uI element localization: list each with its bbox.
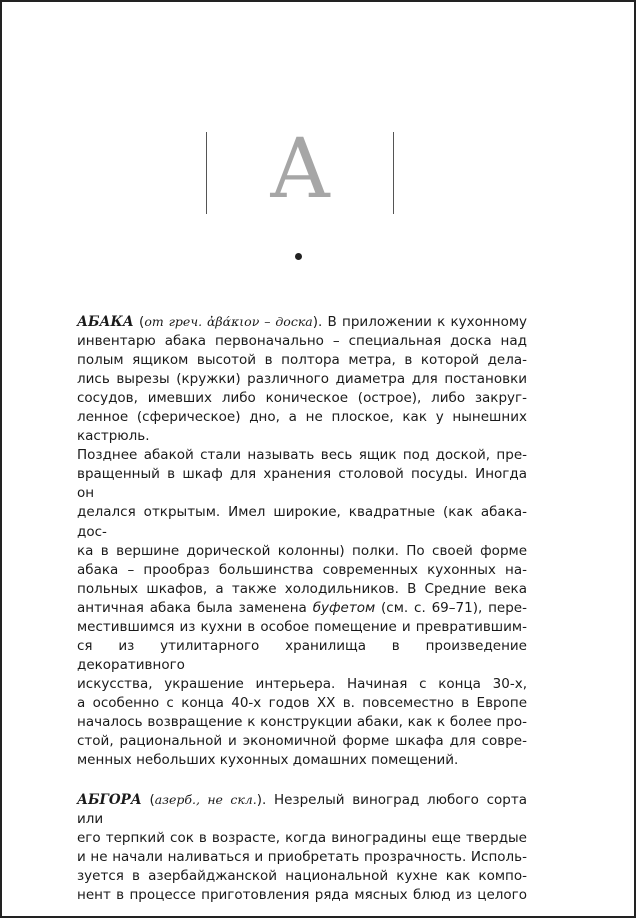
text-line: абака – прообраз большинства современных кухонных на- <box>77 561 527 578</box>
text-line: а особенно с конца 40-х годов XX в. повсеместно в Европе <box>77 694 527 711</box>
text-line: стой, рациональной и экономичной форме шкафа для совре- <box>77 733 527 750</box>
text-line: делался открытым. Имел широкие, квадратные (как абака-дос- <box>77 504 527 540</box>
text-line: ленное (сферическое) дно, а не плоское, как у нынешних <box>77 409 527 426</box>
text-line: зуется в азербайджанской национальной кухне как компо- <box>77 868 527 885</box>
text-span: (см. с. 69–71), пере- <box>375 599 527 616</box>
text-line: полым ящиком высотой в полтора метра, в которой дела- <box>77 352 527 369</box>
entry-etymology: от греч. ἀβάκιον – доска <box>144 314 313 329</box>
text-line: и не начали наливаться и приобретать прозрачность. Исполь- <box>77 849 527 866</box>
text-line: кастрюль. <box>77 428 150 445</box>
text-line: инвентарю абака первоначально – специальная доска над <box>77 333 527 350</box>
entry-spacer <box>77 770 527 790</box>
text-line: искусства, украшение интерьера. Начиная с конца 30-х, <box>77 675 527 692</box>
entry-term: АБАКА <box>77 314 134 330</box>
entry-etymology: азерб., не скл. <box>154 792 257 808</box>
right-divider-line <box>393 132 394 214</box>
entry-text: . Незрелый виноград любого сорта или <box>77 792 527 828</box>
cross-reference-buffet[interactable]: буфетом <box>312 599 376 616</box>
text-line: нент в процессе приготовления ряда мясных блюд из целого <box>77 887 527 904</box>
text-span: античная абака была заменена <box>77 599 313 616</box>
entry-term: АБГОРА <box>77 792 142 809</box>
dictionary-text <box>77 312 527 905</box>
text-line: польных шкафов, а также холодильников. В Средние века <box>77 580 527 597</box>
text-line: лись вырезы (кружки) различного диаметра для постановки <box>77 371 527 388</box>
text-line: сосудов, имевших либо коническое (острое), либо закруг- <box>77 390 527 407</box>
text-line: его терпкий сок в возрасте, когда виноградины еще твердые <box>77 830 527 847</box>
text-line: вращенный в шкаф для хранения столовой посуды. Иногда он <box>77 466 527 502</box>
text-line: началось возвращение к конструкции абаки, как к более про- <box>77 713 527 730</box>
section-letter: А <box>268 122 332 217</box>
text-line: местившимся из кухни в особое помещение и превратившим- <box>77 618 527 635</box>
ornament-dot <box>295 253 302 260</box>
text-line: менных небольших кухонных домашних помещений. <box>77 752 459 769</box>
entry-text: . В приложении к кухонному <box>318 314 528 330</box>
text-line <box>77 599 527 618</box>
entry-abgora-line-1: АБГОРА (азерб., не скл.). Незрелый виноград любого сорта или <box>77 792 527 828</box>
text-line: ка в вершине дорической колонны) полки. По своей форме <box>77 542 527 559</box>
text-line: ся из утилитарного хранилища в произведение декоративного <box>77 637 527 673</box>
text-line: Позднее абакой стали называть весь ящик под доской, пре- <box>77 447 527 464</box>
entry-abaka-line-1: АБАКА (от греч. ἀβάκιον – доска). В приложении к кухонному <box>77 314 528 330</box>
